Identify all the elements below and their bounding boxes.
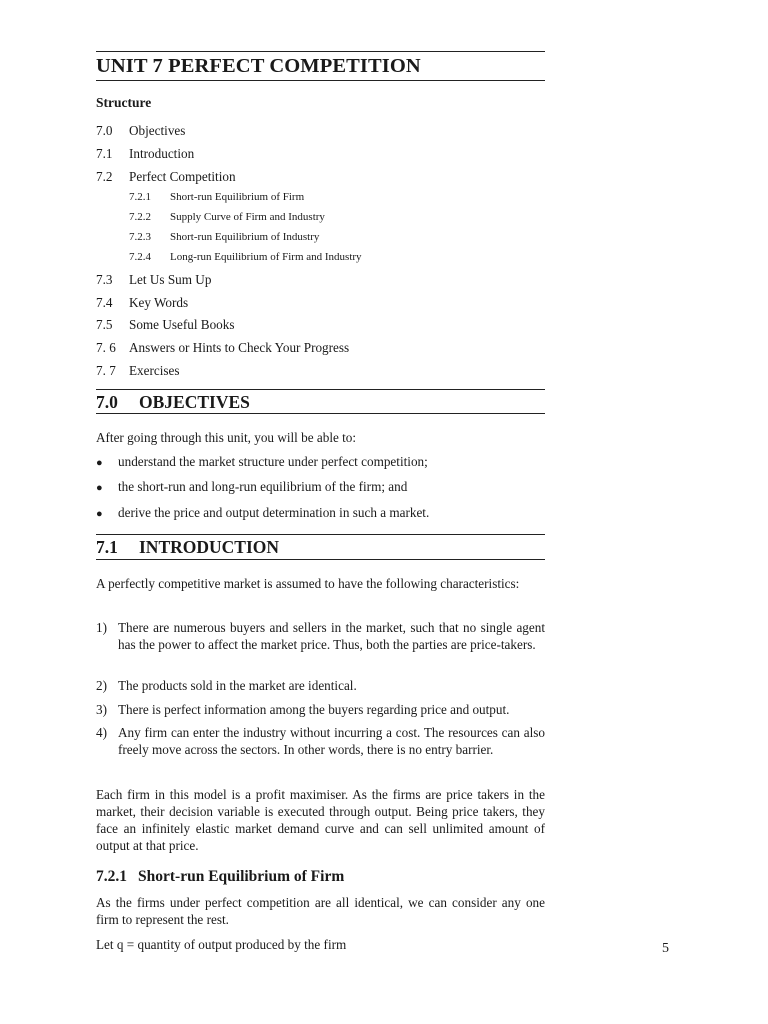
bullet-text: derive the price and output determination in such a market.	[118, 505, 430, 520]
toc-item	[96, 169, 236, 185]
toc-item	[96, 295, 188, 311]
toc-label: Key Words	[129, 295, 189, 310]
toc-number: 7.4	[96, 295, 113, 310]
section-top-rule	[96, 389, 545, 390]
objectives-intro: After going through this unit, you will be able to:	[96, 430, 357, 445]
list-text: There are numerous buyers and sellers in the market, such that no single agent has the power to affect the market price. Thus, both the parties are price-takers.	[118, 620, 545, 652]
toc-number: 7.2	[96, 169, 113, 184]
subsection-title: Short-run Equilibrium of Firm	[138, 868, 345, 885]
toc-label: Some Useful Books	[129, 317, 235, 332]
toc-number: 7.1	[96, 146, 113, 161]
toc-subitem	[129, 191, 304, 203]
title-top-rule	[96, 51, 545, 52]
list-marker: 1)	[96, 620, 107, 635]
intro-paragraph: A perfectly competitive market is assumed to have the following characteristics:	[96, 576, 520, 591]
structure-label: Structure	[96, 95, 152, 110]
section-top-rule	[96, 534, 545, 535]
toc-label: Perfect Competition	[129, 169, 236, 184]
toc-label: Exercises	[129, 363, 180, 378]
unit-title: UNIT 7 PERFECT COMPETITION	[96, 55, 421, 77]
toc-label: Let Us Sum Up	[129, 272, 212, 287]
bullet-icon: ●	[96, 482, 103, 494]
list-item	[96, 479, 407, 495]
list-item	[96, 701, 545, 718]
toc-subitem	[129, 251, 362, 263]
section-title: OBJECTIVES	[139, 392, 250, 412]
toc-label: Answers or Hints to Check Your Progress	[129, 340, 350, 355]
toc-number: 7.3	[96, 272, 113, 287]
section-heading-objectives	[96, 392, 250, 413]
toc-item	[96, 146, 194, 162]
bullet-text: the short-run and long-run equilibrium of the firm; and	[118, 479, 408, 494]
toc-item	[96, 363, 180, 379]
list-text: There is perfect information among the buyers regarding price and output.	[118, 702, 510, 717]
list-item	[96, 505, 429, 521]
toc-item	[96, 123, 185, 139]
model-paragraph: Each firm in this model is a profit maximiser. As the firms are price takers in the market, their decision variable is executed through output. Being price takers, they face an infinitely elastic market demand curve and can sell unlimited amount of output at that price.	[96, 787, 545, 853]
subsection-heading	[96, 868, 344, 886]
toc-number: 7.2.2	[129, 211, 151, 223]
section-title: INTRODUCTION	[139, 537, 280, 557]
toc-item	[96, 272, 211, 288]
toc-number: 7.5	[96, 317, 113, 332]
list-marker: 2)	[96, 678, 107, 693]
bullet-icon: ●	[96, 508, 103, 520]
list-marker: 4)	[96, 725, 107, 740]
section-heading-introduction	[96, 537, 279, 558]
toc-subitem	[129, 231, 319, 243]
toc-subitem	[129, 211, 325, 223]
toc-number: 7. 7	[96, 363, 116, 378]
toc-label: Introduction	[129, 146, 195, 161]
bullet-text: understand the market structure under perfect competition;	[118, 454, 428, 469]
toc-number: 7. 6	[96, 340, 116, 355]
section-bottom-rule	[96, 559, 545, 560]
toc-number: 7.0	[96, 123, 113, 138]
subsection-number: 7.2.1	[96, 868, 127, 885]
list-item	[96, 724, 545, 758]
toc-label: Long-run Equilibrium of Firm and Industry	[170, 251, 362, 263]
toc-item	[96, 317, 235, 333]
definition-line: Let q = quantity of output produced by the firm	[96, 937, 347, 952]
toc-label: Short-run Equilibrium of Firm	[170, 191, 305, 203]
list-text: Any firm can enter the industry without incurring a cost. The resources can also freely move across the sectors. In other words, there is no entry barrier.	[118, 725, 545, 757]
title-bottom-rule	[96, 80, 545, 81]
list-item	[96, 619, 545, 653]
list-item	[96, 454, 428, 470]
bullet-icon: ●	[96, 457, 103, 469]
list-item	[96, 677, 545, 694]
list-text: The products sold in the market are identical.	[118, 678, 357, 693]
toc-number: 7.2.1	[129, 191, 151, 203]
subsection-paragraph: As the firms under perfect competition are all identical, we can consider any one firm to represent the rest.	[96, 895, 545, 927]
toc-number: 7.2.4	[129, 251, 151, 263]
list-marker: 3)	[96, 702, 107, 717]
section-number: 7.1	[96, 537, 118, 557]
page-number: 5	[662, 941, 669, 956]
toc-label: Short-run Equilibrium of Industry	[170, 231, 320, 243]
section-number: 7.0	[96, 392, 118, 412]
toc-number: 7.2.3	[129, 231, 151, 243]
toc-label: Supply Curve of Firm and Industry	[170, 211, 325, 223]
toc-item	[96, 340, 349, 356]
toc-label: Objectives	[129, 123, 186, 138]
section-bottom-rule	[96, 413, 545, 414]
